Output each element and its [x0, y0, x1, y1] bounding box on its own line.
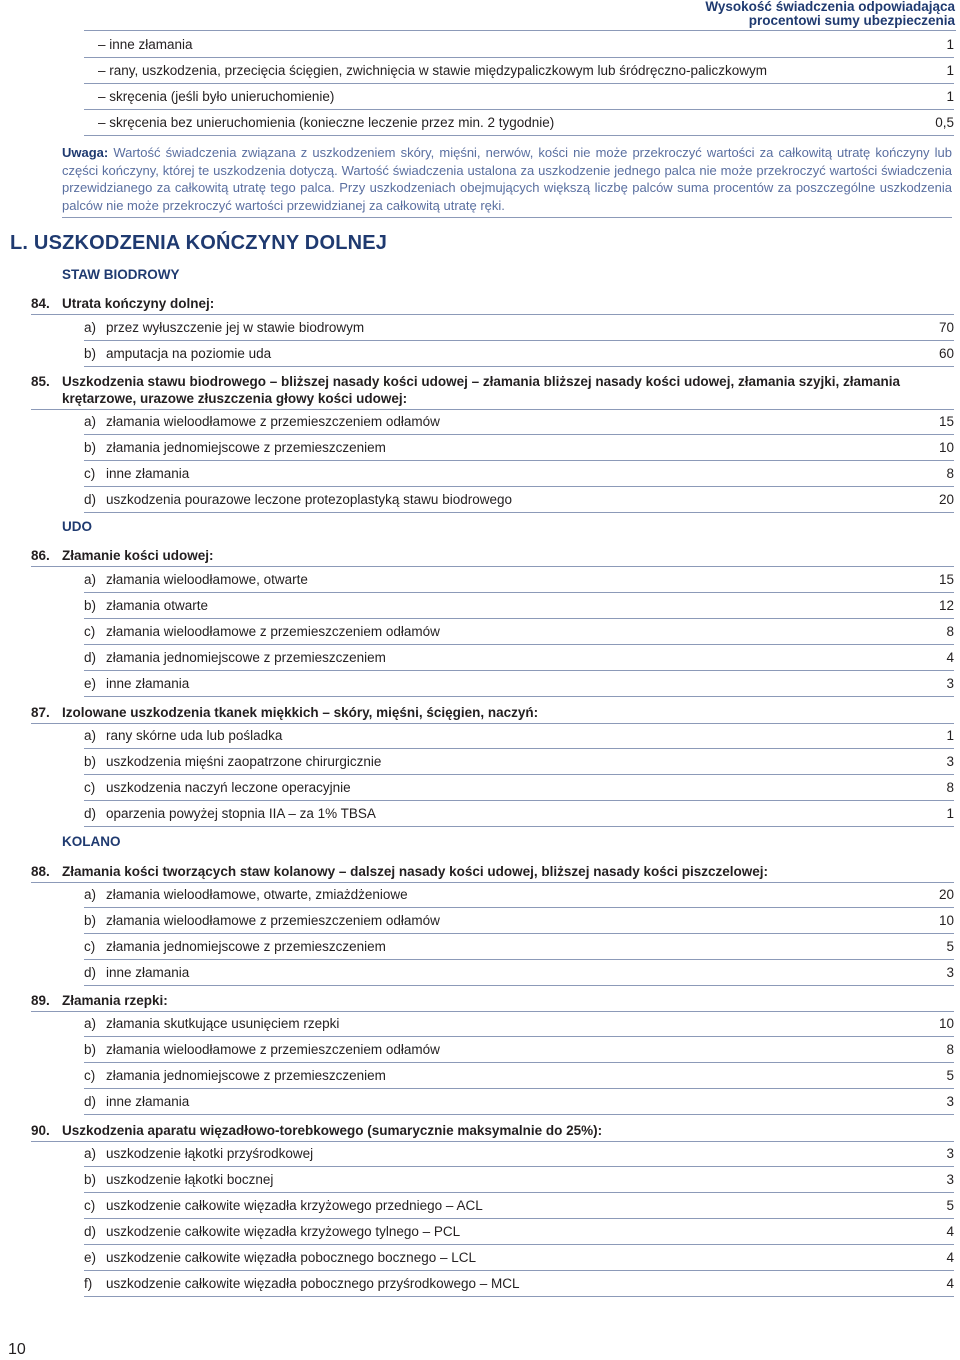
- row-description: uszkodzenia mięśni zaopatrzone chirurgicznie: [106, 754, 382, 769]
- table-row: [84, 882, 954, 908]
- row-letter: c): [84, 466, 96, 481]
- table-row: [84, 1193, 954, 1219]
- row-description: uszkodzenia naczyń leczone operacyjnie: [106, 780, 351, 795]
- item-title: Uszkodzenia stawu biodrowego – bliższej nasady kości udowej – złamania bliższej nasady kości udowej, złamania szyjki, złamania krętarzowe, urazowe złuszczenia głowy kości udowej:: [62, 374, 901, 406]
- row-value: 3: [946, 965, 954, 980]
- row-value: 5: [946, 939, 954, 954]
- row-description: złamania wieloodłamowe z przemieszczeniem odłamów: [106, 913, 440, 928]
- table-row: [84, 84, 954, 110]
- row-letter: c): [84, 939, 96, 954]
- row-text: [84, 572, 308, 587]
- row-description: złamania jednomiejscowe z przemieszczeniem: [106, 650, 386, 665]
- item-title: Złamania kości tworzących staw kolanowy – dalszej nasady kości udowej, bliższej nasady kości piszczelowej:: [62, 864, 769, 879]
- table-row: [84, 645, 954, 671]
- table-row: [84, 58, 954, 84]
- row-text: [84, 598, 208, 613]
- table-row: [84, 435, 954, 461]
- row-value: 8: [946, 624, 954, 639]
- table-row: [84, 315, 954, 341]
- row-value: 1: [946, 806, 954, 821]
- row-description: uszkodzenie łąkotki bocznej: [106, 1172, 274, 1187]
- row-value: 10: [938, 440, 954, 455]
- row-text: [84, 1198, 483, 1213]
- item-heading: [31, 704, 954, 724]
- row-description: złamania skutkujące usunięciem rzepki: [106, 1016, 340, 1031]
- row-letter: d): [84, 965, 97, 980]
- row-value: 20: [938, 887, 954, 902]
- item-title: Złamania rzepki:: [62, 993, 168, 1008]
- table-row: [84, 567, 954, 593]
- row-value: 3: [946, 1094, 954, 1109]
- table-row: [84, 671, 954, 697]
- row-description: uszkodzenie całkowite więzadła pobocznego przyśrodkowego – MCL: [106, 1276, 520, 1291]
- row-text: – rany, uszkodzenia, przecięcia ścięgien, zwichnięcia w stawie międzypaliczkowym lub śródręczno-paliczkowym: [98, 63, 768, 78]
- row-value: 10: [938, 1016, 954, 1031]
- row-text: [84, 887, 408, 902]
- row-letter: a): [84, 728, 97, 743]
- subheading-hip: STAW BIODROWY: [62, 267, 180, 282]
- item-number: 90.: [31, 1123, 50, 1138]
- row-text: [84, 1224, 460, 1239]
- item-heading: [31, 547, 954, 567]
- row-text: – inne złamania: [98, 37, 193, 52]
- row-value: 0,5: [935, 115, 954, 130]
- row-text: [84, 1042, 440, 1057]
- table-row: [84, 341, 954, 367]
- note-label: Uwaga:: [62, 145, 109, 160]
- table-row: [84, 960, 954, 986]
- item-heading: [31, 863, 954, 883]
- row-description: oparzenia powyżej stopnia IIA – za 1% TBSA: [106, 806, 376, 821]
- row-value: 3: [946, 676, 954, 691]
- row-value: 10: [938, 913, 954, 928]
- table-row: [84, 801, 954, 827]
- item-heading: [31, 992, 954, 1012]
- row-description: złamania jednomiejscowe z przemieszczeniem: [106, 939, 386, 954]
- row-text: – skręcenia (jeśli było unieruchomienie): [98, 89, 335, 104]
- row-value: 4: [946, 1250, 954, 1265]
- table-row: [84, 1063, 954, 1089]
- row-value: 8: [946, 780, 954, 795]
- row-value: 3: [946, 1172, 954, 1187]
- row-description: inne złamania: [106, 965, 190, 980]
- row-letter: b): [84, 346, 97, 361]
- row-description: złamania jednomiejscowe z przemieszczeniem: [106, 440, 386, 455]
- row-text: [84, 913, 440, 928]
- table-row: [84, 1037, 954, 1063]
- row-value: 3: [946, 754, 954, 769]
- item-number: 84.: [31, 296, 50, 311]
- row-description: złamania wieloodłamowe z przemieszczeniem odłamów: [106, 414, 440, 429]
- table-row: [84, 619, 954, 645]
- row-text: [84, 346, 271, 361]
- row-value: 4: [946, 1276, 954, 1291]
- table-row: [84, 1271, 954, 1297]
- table-row: [84, 1245, 954, 1271]
- row-text: [84, 1172, 273, 1187]
- row-value: 20: [938, 492, 954, 507]
- table-row: [84, 1141, 954, 1167]
- row-description: inne złamania: [106, 676, 190, 691]
- table-row: [84, 908, 954, 934]
- table-row: [84, 1089, 954, 1115]
- row-text: [84, 1068, 386, 1083]
- item-number: 87.: [31, 705, 50, 720]
- item-number: 88.: [31, 864, 50, 879]
- row-letter: b): [84, 1042, 97, 1057]
- note-text: Wartość świadczenia związana z uszkodzeniem skóry, mięśni, nerwów, kości nie może przekroczyć wartości za całkowitą utratę kończyny lub części kończyny, której te uszkodzenia dotyczą. Wartość świadczenia ustalona za uszkodzenie jednego palca nie może przekroczyć wartości świadczenia przewidzianego za całkowitą utratę tego palca. Przy uszkodzeniach obejmujących większą liczbę palców suma procentów za poszczególne uszkodzenia palców nie może przekroczyć wartości przewidzianej za całkowitą utratę ręki.: [62, 145, 952, 213]
- row-value: 1: [946, 63, 954, 78]
- row-description: inne złamania: [106, 1094, 190, 1109]
- row-value: 1: [946, 89, 954, 104]
- row-letter: b): [84, 440, 97, 455]
- item-heading: [31, 373, 954, 410]
- page-number: 10: [8, 1341, 26, 1358]
- column-header: [705, 0, 955, 28]
- row-text: [84, 1146, 313, 1161]
- row-text: [84, 624, 440, 639]
- row-description: uszkodzenie łąkotki przyśrodkowej: [106, 1146, 314, 1161]
- subheading-thigh: UDO: [62, 519, 92, 534]
- table-row: [84, 749, 954, 775]
- row-description: uszkodzenie całkowite więzadła krzyżowego przedniego – ACL: [106, 1198, 483, 1213]
- table-row: [84, 461, 954, 487]
- section-title: L. USZKODZENIA KOŃCZYNY DOLNEJ: [10, 232, 388, 254]
- row-description: złamania wieloodłamowe z przemieszczeniem odłamów: [106, 624, 440, 639]
- row-value: 5: [946, 1068, 954, 1083]
- row-text: [84, 965, 189, 980]
- row-letter: a): [84, 887, 97, 902]
- row-letter: b): [84, 598, 97, 613]
- row-value: 12: [938, 598, 954, 613]
- row-text: [84, 1276, 519, 1291]
- row-description: uszkodzenie całkowite więzadła krzyżowego tylnego – PCL: [106, 1224, 461, 1239]
- row-description: złamania wieloodłamowe z przemieszczeniem odłamów: [106, 1042, 440, 1057]
- item-title: Izolowane uszkodzenia tkanek miękkich – skóry, mięśni, ścięgien, naczyń:: [62, 705, 539, 720]
- row-description: złamania wieloodłamowe, otwarte, zmiażdżeniowe: [106, 887, 408, 902]
- row-value: 15: [938, 572, 954, 587]
- column-header-line2: procentowi sumy ubezpieczenia: [748, 13, 955, 28]
- row-letter: e): [84, 676, 97, 691]
- table-row: [84, 1011, 954, 1037]
- row-text: [84, 1094, 189, 1109]
- row-value: 8: [946, 466, 954, 481]
- row-letter: c): [84, 1068, 96, 1083]
- header-rule: [84, 30, 956, 31]
- table-row: [84, 934, 954, 960]
- row-description: przez wyłuszczenie jej w stawie biodrowym: [106, 320, 365, 335]
- row-value: 60: [938, 346, 954, 361]
- row-value: 1: [946, 728, 954, 743]
- row-description: uszkodzenia pourazowe leczone protezoplastyką stawu biodrowego: [106, 492, 512, 507]
- row-text: [84, 728, 282, 743]
- row-value: 3: [946, 1146, 954, 1161]
- table-row: [84, 1219, 954, 1245]
- row-text: [84, 676, 189, 691]
- row-letter: c): [84, 624, 96, 639]
- row-letter: c): [84, 1198, 96, 1213]
- row-text: [84, 492, 512, 507]
- row-text: [84, 754, 381, 769]
- row-text: [84, 1250, 476, 1265]
- row-letter: f): [84, 1276, 93, 1291]
- row-letter: b): [84, 1172, 97, 1187]
- table-row: [84, 110, 954, 136]
- item-title: Złamanie kości udowej:: [62, 548, 214, 563]
- row-value: 4: [946, 1224, 954, 1239]
- row-description: inne złamania: [106, 466, 190, 481]
- row-text: [84, 806, 376, 821]
- row-letter: a): [84, 1146, 97, 1161]
- item-number: 89.: [31, 993, 50, 1008]
- table-row: [84, 487, 954, 513]
- row-value: 1: [946, 37, 954, 52]
- row-description: amputacja na poziomie uda: [106, 346, 272, 361]
- row-letter: b): [84, 754, 97, 769]
- item-heading: [31, 295, 954, 315]
- row-value: 8: [946, 1042, 954, 1057]
- row-letter: d): [84, 806, 97, 821]
- row-value: 5: [946, 1198, 954, 1213]
- column-header-line1: Wysokość świadczenia odpowiadająca: [705, 0, 955, 14]
- table-row: [84, 723, 954, 749]
- item-number: 85.: [31, 374, 50, 389]
- row-letter: d): [84, 1094, 97, 1109]
- item-title: Uszkodzenia aparatu więzadłowo-torebkowego (sumarycznie maksymalnie do 25%):: [62, 1123, 603, 1138]
- table-row: [84, 593, 954, 619]
- row-text: [84, 939, 386, 954]
- row-description: rany skórne uda lub pośladka: [106, 728, 283, 743]
- table-row: [84, 32, 954, 58]
- row-value: 70: [938, 320, 954, 335]
- row-letter: a): [84, 320, 97, 335]
- row-text: [84, 320, 364, 335]
- row-text: [84, 440, 386, 455]
- note-paragraph: [62, 144, 952, 218]
- row-letter: d): [84, 650, 97, 665]
- row-letter: d): [84, 1224, 97, 1239]
- row-letter: d): [84, 492, 97, 507]
- row-description: złamania otwarte: [106, 598, 209, 613]
- row-letter: b): [84, 913, 97, 928]
- row-letter: a): [84, 1016, 97, 1031]
- row-letter: c): [84, 780, 96, 795]
- row-text: [84, 466, 189, 481]
- row-description: złamania wieloodłamowe, otwarte: [106, 572, 308, 587]
- row-text: [84, 414, 440, 429]
- row-text: [84, 780, 351, 795]
- item-number: 86.: [31, 548, 50, 563]
- item-title: Utrata kończyny dolnej:: [62, 296, 215, 311]
- row-description: złamania jednomiejscowe z przemieszczeniem: [106, 1068, 386, 1083]
- row-text: – skręcenia bez unieruchomienia (konieczne leczenie przez min. 2 tygodnie): [98, 115, 555, 130]
- table-row: [84, 1167, 954, 1193]
- row-description: uszkodzenie całkowite więzadła pobocznego bocznego – LCL: [106, 1250, 476, 1265]
- row-value: 4: [946, 650, 954, 665]
- subheading-knee: KOLANO: [62, 834, 121, 849]
- row-text: [84, 650, 386, 665]
- table-row: [84, 409, 954, 435]
- item-heading: [31, 1122, 954, 1142]
- table-row: [84, 775, 954, 801]
- row-letter: a): [84, 572, 97, 587]
- row-letter: e): [84, 1250, 97, 1265]
- row-letter: a): [84, 414, 97, 429]
- row-text: [84, 1016, 339, 1031]
- row-value: 15: [938, 414, 954, 429]
